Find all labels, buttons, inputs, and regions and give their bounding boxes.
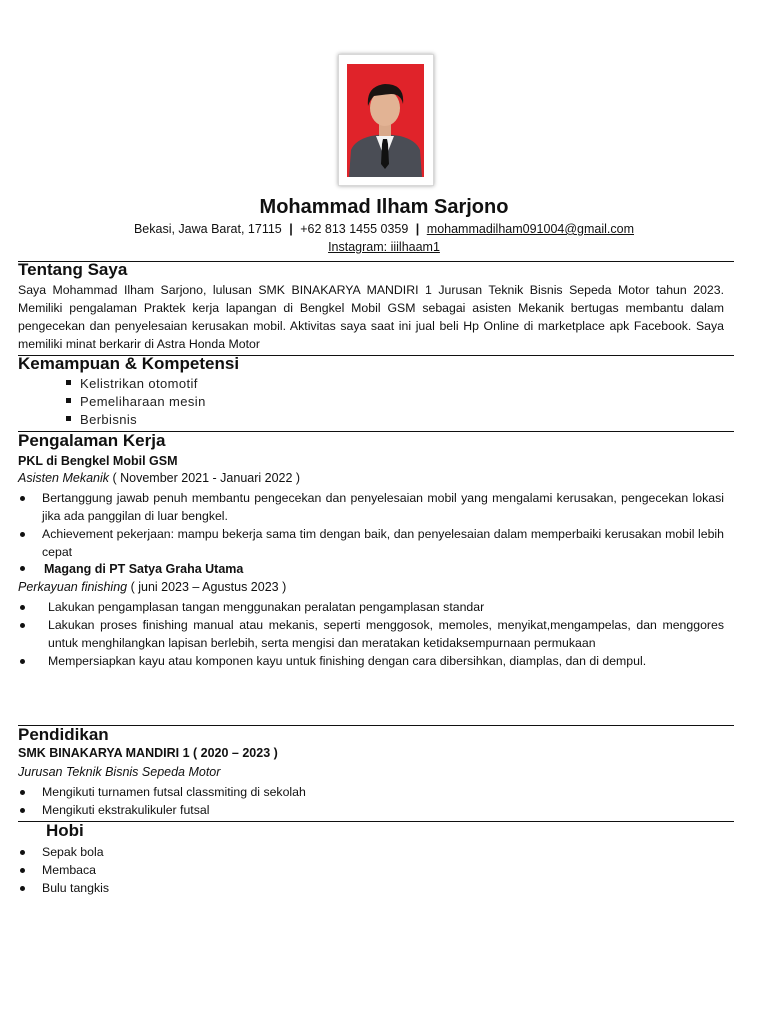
bullet-text: Mengikuti ekstrakulikuler futsal xyxy=(42,803,210,817)
section-divider xyxy=(18,821,734,822)
bullet-icon xyxy=(20,790,25,795)
job2-role: Perkayuan finishing xyxy=(18,580,128,594)
bullet-icon xyxy=(20,868,25,873)
job1-bullets xyxy=(18,489,724,561)
about-heading: Tentang Saya xyxy=(18,260,128,279)
skill-item xyxy=(66,411,206,429)
skill-item xyxy=(66,375,206,393)
list-item xyxy=(18,879,318,897)
skills-list xyxy=(66,375,206,429)
square-bullet-icon xyxy=(66,380,71,385)
list-item xyxy=(18,489,724,525)
location-text: Bekasi, Jawa Barat, 17115 xyxy=(133,222,282,236)
hobby-text: Bulu tangkis xyxy=(42,881,109,895)
bullet-icon xyxy=(20,496,25,501)
job2-period: ( juni 2023 – Agustus 2023 ) xyxy=(127,580,287,594)
list-item xyxy=(18,598,724,616)
email-link[interactable]: mohammadilham091004@gmail.com xyxy=(426,222,635,236)
list-item xyxy=(18,783,724,801)
list-item xyxy=(18,525,724,561)
skill-label: Pemeliharaan mesin xyxy=(80,394,206,409)
job2-role-line xyxy=(18,580,286,594)
school-major xyxy=(18,765,220,779)
bullet-text: Lakukan pengamplasan tangan menggunakan peralatan pengamplasan standar xyxy=(48,600,485,614)
bullet-icon xyxy=(20,605,25,610)
education-heading: Pendidikan xyxy=(18,725,109,744)
square-bullet-icon xyxy=(66,398,71,403)
person-portrait-icon xyxy=(347,64,424,177)
list-item xyxy=(18,652,724,670)
bullet-icon xyxy=(20,850,25,855)
education-bullets xyxy=(18,783,724,819)
hobbies-heading: Hobi xyxy=(46,821,84,840)
bullet-icon xyxy=(20,808,25,813)
job2-title-line xyxy=(18,562,243,576)
school-name: SMK BINAKARYA MANDIRI 1 ( 2020 – 2023 ) xyxy=(18,746,278,760)
contact-line xyxy=(0,222,768,236)
bullet-text: Lakukan proses finishing manual atau mekanis, seperti menggosok, memoles, menyikat,mengampelas, dan menggores untuk menghilangkan lapisan berlebih, serta mengisi dan meratakan ketidaksempurnaan permukaan xyxy=(48,618,724,650)
hobbies-list xyxy=(18,843,318,897)
list-item xyxy=(18,616,724,652)
about-paragraph: Saya Mohammad Ilham Sarjono, lulusan SMK BINAKARYA MANDIRI 1 Jurusan Teknik Bisnis Sepeda Motor tahun 2023. Memiliki pengalaman Praktek kerja lapangan di Bengkel Mobil GSM sebagai asisten Mekanik bertugas membantu dalam pengecekan dan penyelesaian kerusakan mobil. Aktivitas saya saat ini jual beli Hp Online di marketplace apk Facebook. Saya memiliki minat berkarir di Astra Honda Motor xyxy=(18,283,724,351)
skills-heading: Kemampuan & Kompetensi xyxy=(18,354,240,373)
separator: | xyxy=(289,222,293,236)
hobby-text: Sepak bola xyxy=(42,845,104,859)
job2-bullets xyxy=(18,598,724,670)
bullet-icon xyxy=(20,566,25,571)
experience-heading: Pengalaman Kerja xyxy=(18,431,166,450)
skill-label: Berbisnis xyxy=(80,412,138,427)
skill-label: Kelistrikan otomotif xyxy=(80,376,198,391)
square-bullet-icon xyxy=(66,416,71,421)
profile-photo-frame xyxy=(338,54,434,186)
section-divider xyxy=(18,725,734,726)
bullet-text: Achievement pekerjaan: mampu bekerja sama tim dengan baik, dan penyelesaian dalam memperbaiki kerusakan mobil lebih cepat xyxy=(42,527,724,559)
list-item xyxy=(18,843,318,861)
full-name: Mohammad Ilham Sarjono xyxy=(259,196,509,218)
separator: | xyxy=(415,222,420,236)
profile-photo xyxy=(347,64,424,177)
list-item xyxy=(18,801,724,819)
job1-period: ( November 2021 - Januari 2022 ) xyxy=(109,471,301,485)
instagram-link[interactable]: Instagram: iiilhaam1 xyxy=(328,240,440,254)
job1-role-line xyxy=(18,471,300,485)
list-item xyxy=(18,861,318,879)
bullet-text: Bertanggung jawab penuh membantu pengecekan dan penyelesaian mobil yang mengalami kerusakan, pengecekan lokasi jika ada panggilan di luar bengkel. xyxy=(42,491,724,523)
bullet-icon xyxy=(20,886,25,891)
job1-title: PKL di Bengkel Mobil GSM xyxy=(18,454,178,468)
bullet-icon xyxy=(20,532,25,537)
job1-role: Asisten Mekanik xyxy=(18,471,110,485)
hobby-text: Membaca xyxy=(42,863,96,877)
phone-text: +62 813 1455 0359 xyxy=(300,222,409,236)
bullet-text: Mengikuti turnamen futsal classmiting di sekolah xyxy=(42,785,306,799)
bullet-icon xyxy=(20,623,25,628)
bullet-text: Mempersiapkan kayu atau komponen kayu untuk finishing dengan cara dibersihkan, diamplas, dan di dempul. xyxy=(48,654,647,668)
major-text: Jurusan Teknik Bisnis Sepeda Motor xyxy=(18,765,221,779)
skill-item xyxy=(66,393,206,411)
bullet-icon xyxy=(20,659,25,664)
job2-title: Magang di PT Satya Graha Utama xyxy=(44,562,244,576)
